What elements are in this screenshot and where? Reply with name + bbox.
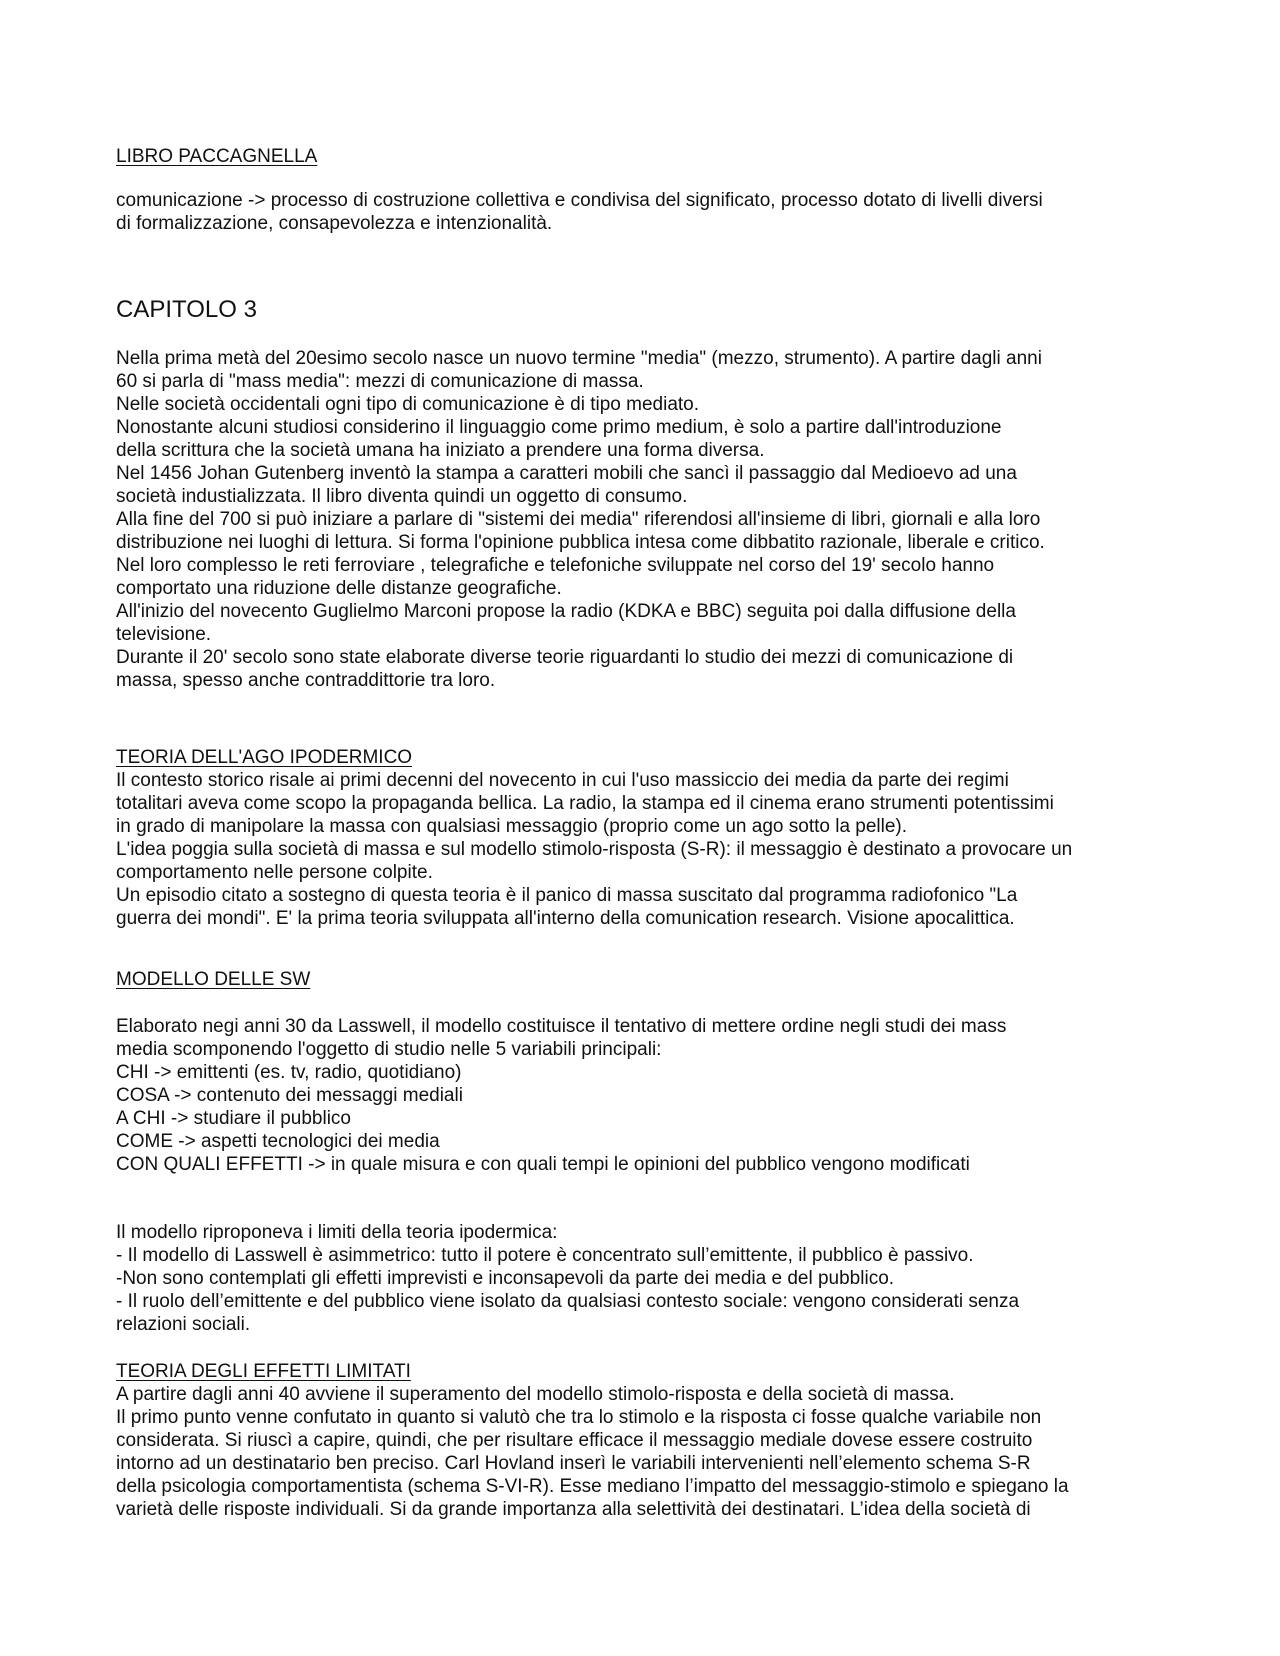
text-line: L'idea poggia sulla società di massa e sul modello stimolo-risposta (S-R): il messaggio è destinato a provocare un — [116, 839, 1073, 860]
text-line: relazioni sociali. — [116, 1314, 251, 1335]
text-line: Nel 1456 Johan Gutenberg inventò la stampa a caratteri mobili che sancì il passaggio dal Medioevo ad una — [116, 463, 1017, 484]
text-line: A CHI -> studiare il pubblico — [116, 1108, 351, 1129]
text-line: della scrittura che la società umana ha iniziato a prendere una forma diversa. — [116, 440, 765, 461]
ago-paragraph — [116, 769, 1168, 930]
text-line: comportamento nelle persone colpite. — [116, 862, 433, 883]
limits-paragraph — [116, 1221, 1168, 1336]
text-line: Nella prima metà del 20esimo secolo nasce un nuovo termine "media" (mezzo, strumento). A partire dagli anni — [116, 348, 1042, 369]
section-title-ago-ipodermico: TEORIA DELL'AGO IPODERMICO — [116, 747, 413, 768]
text-line: Nel loro complesso le reti ferroviare , telegrafiche e telefoniche sviluppate nel corso del 19' secolo hanno — [116, 555, 995, 576]
text-line: di formalizzazione, consapevolezza e intenzionalità. — [116, 213, 553, 234]
document-title: LIBRO PACCAGNELLA — [116, 146, 318, 167]
text-line: intorno ad un destinatario ben preciso. Carl Hovland inserì le variabili intervenienti nell’elemento schema S-R — [116, 1453, 1031, 1474]
text-line: Durante il 20' secolo sono state elaborate diverse teorie riguardanti lo studio dei mezzi di comunicazione di — [116, 647, 1014, 668]
text-line: Il modello riproponeva i limiti della teoria ipodermica: — [116, 1222, 558, 1243]
text-line: COSA -> contenuto dei messaggi mediali — [116, 1085, 463, 1106]
text-line: in grado di manipolare la massa con qualsiasi messaggio (proprio come un ago sotto la pelle). — [116, 816, 908, 837]
text-line: Elaborato negi anni 30 da Lasswell, il modello costituisce il tentativo di mettere ordine negli studi dei mass — [116, 1016, 1007, 1037]
text-line: totalitari aveva come scopo la propaganda bellica. La radio, la stampa ed il cinema erano strumenti potentissimi — [116, 793, 1054, 814]
limitati-paragraph — [116, 1383, 1168, 1521]
text-line: Il primo punto venne confutato in quanto si valutò che tra lo stimolo e la risposta ci fosse qualche variabile non — [116, 1407, 1042, 1428]
section-title-effetti-limitati: TEORIA DEGLI EFFETTI LIMITATI — [116, 1361, 411, 1382]
text-line: distribuzione nei luoghi di lettura. Si forma l'opinione pubblica intesa come dibbatito razionale, liberale e critico. — [116, 532, 1045, 553]
text-line: All'inizio del novecento Guglielmo Marconi propose la radio (KDKA e BBC) seguita poi dalla diffusione della — [116, 601, 1016, 622]
text-line: Nelle società occidentali ogni tipo di comunicazione è di tipo mediato. — [116, 394, 700, 415]
text-line: varietà delle risposte individuali. Si da grande importanza alla selettività dei destinatari. L’idea della società di — [116, 1499, 1031, 1520]
text-line: - Il modello di Lasswell è asimmetrico: tutto il potere è concentrato sull’emittente, il pubblico è passivo. — [116, 1245, 974, 1266]
text-line: società industializzata. Il libro diventa quindi un oggetto di consumo. — [116, 486, 688, 507]
text-line: COME -> aspetti tecnologici dei media — [116, 1131, 440, 1152]
sw-paragraph — [116, 1015, 1168, 1176]
text-line: CHI -> emittenti (es. tv, radio, quotidiano) — [116, 1062, 462, 1083]
text-line: -Non sono contemplati gli effetti imprevisti e inconsapevoli da parte dei media e del pubblico. — [116, 1268, 895, 1289]
text-line: considerata. Si riuscì a capire, quindi, che per risultare efficace il messaggio mediale dovese essere costruito — [116, 1430, 1033, 1451]
text-line: comunicazione -> processo di costruzione collettiva e condivisa del significato, processo dotato di livelli diversi — [116, 190, 1043, 211]
text-line: comportato una riduzione delle distanze geografiche. — [116, 578, 562, 599]
text-line: A partire dagli anni 40 avviene il superamento del modello stimolo-risposta e della società di massa. — [116, 1384, 955, 1405]
text-line: guerra dei mondi". E' la prima teoria sviluppata all'interno della comunication research. Visione apocalittica. — [116, 908, 1015, 929]
text-line: Un episodio citato a sostegno di questa teoria è il panico di massa suscitato dal programma radiofonico "La — [116, 885, 1018, 906]
text-line: 60 si parla di "mass media": mezzi di comunicazione di massa. — [116, 371, 644, 392]
text-line: Il contesto storico risale ai primi decenni del novecento in cui l'uso massiccio dei media da parte dei regimi — [116, 770, 1009, 791]
text-line: media scomponendo l'oggetto di studio nelle 5 variabili principali: — [116, 1039, 662, 1060]
text-line: televisione. — [116, 624, 212, 645]
text-line: - Il ruolo dell’emittente e del pubblico viene isolato da qualsiasi contesto sociale: vengono considerati senza — [116, 1291, 1020, 1312]
text-line: Nonostante alcuni studiosi considerino il linguaggio come primo medium, è solo a partire dall'introduzione — [116, 417, 1002, 438]
text-line: massa, spesso anche contraddittorie tra loro. — [116, 670, 496, 691]
text-line: Alla fine del 700 si può iniziare a parlare di "sistemi dei media" riferendosi all'insieme di libri, giornali e alla loro — [116, 509, 1041, 530]
chapter-paragraph — [116, 347, 1168, 692]
chapter-title: CAPITOLO 3 — [116, 296, 257, 323]
text-line: CON QUALI EFFETTI -> in quale misura e con quali tempi le opinioni del pubblico vengono modificati — [116, 1154, 970, 1175]
section-title-modello-sw: MODELLO DELLE SW — [116, 969, 311, 990]
intro-paragraph — [116, 189, 1168, 235]
text-line: della psicologia comportamentista (schema S-VI-R). Esse mediano l’impatto del messaggio-stimolo e spiegano la — [116, 1476, 1069, 1497]
